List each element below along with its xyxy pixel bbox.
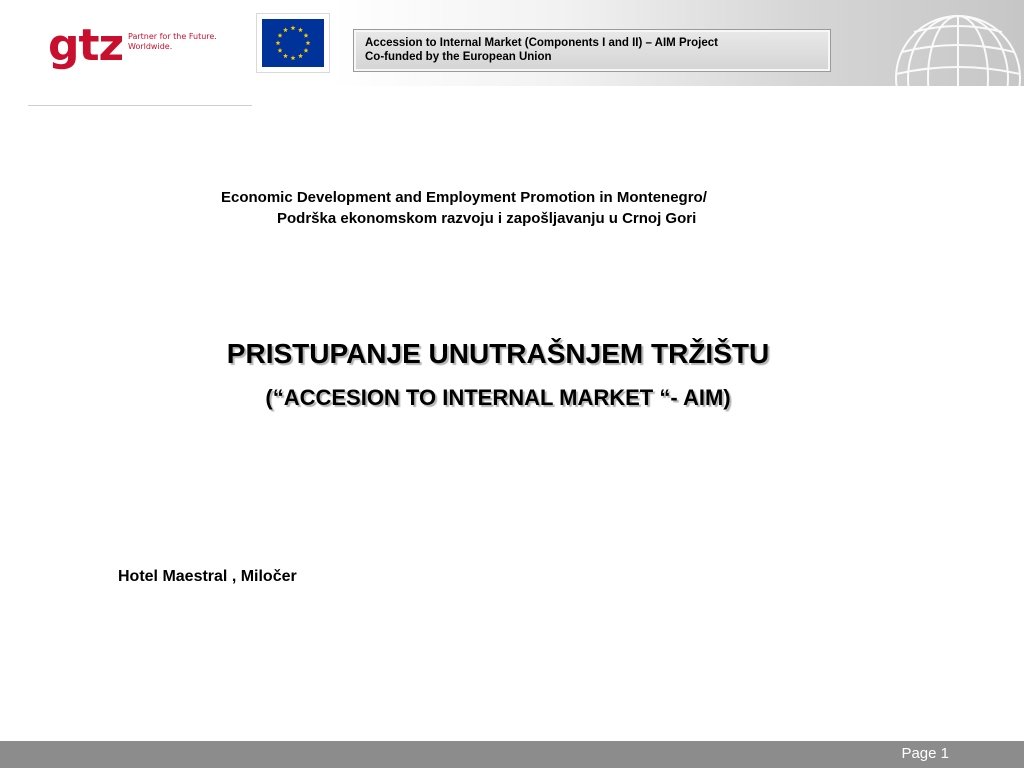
project-line2: Co-funded by the European Union [365,51,552,63]
globe-wireframe-icon [888,0,1024,86]
gtz-tagline-line2: Worldwide. [128,42,173,51]
header-band [0,0,1024,86]
divider-rule [28,105,252,106]
gtz-logo [48,20,228,78]
project-info-box [353,29,831,72]
slide-title-translation: (“ACCESION TO INTERNAL MARKET “- AIM) [265,385,731,410]
event-location: Hotel Maestral , Miločer [118,568,297,585]
footer-bar [0,741,1024,768]
program-title-en: Economic Development and Employment Promotion in Montenegro/ [221,189,707,206]
slide-title: PRISTUPANJE UNUTRAŠNJEM TRŽIŠTU [226,338,770,369]
gtz-logo-tagline [128,32,217,52]
eu-flag-icon [256,13,330,73]
project-line1: Accession to Internal Market (Components I and II) – AIM Project [365,37,718,49]
page-number: Page 1 [901,745,949,762]
gtz-logo-word: gtz [48,20,124,71]
gtz-tagline-line1: Partner for the Future. [128,32,217,41]
program-title-me: Podrška ekonomskom razvoju i zapošljavanju u Crnoj Gori [277,210,697,227]
